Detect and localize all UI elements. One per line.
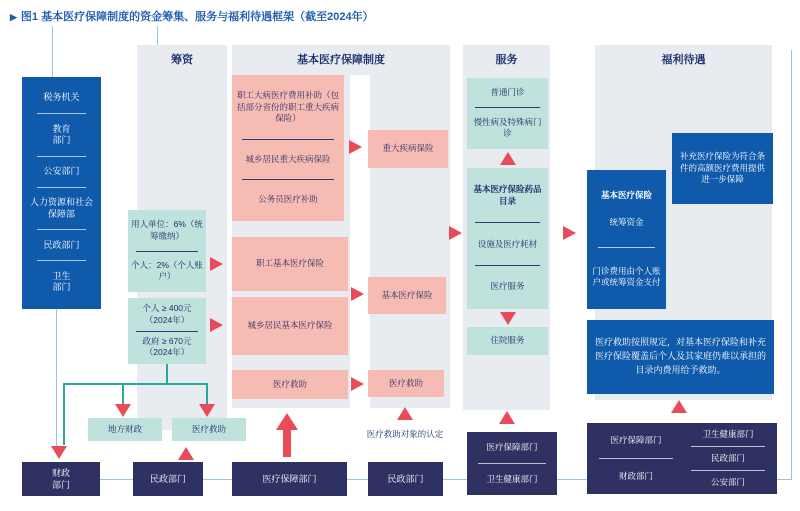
- funding-connector-line: [206, 383, 208, 404]
- civil-affairs-dept-box: [133, 462, 203, 496]
- sidebar-agency-education: 教育部门: [52, 123, 71, 145]
- pooled-fund-text: 统筹资金: [609, 216, 644, 227]
- civil-affairs-dept2-text: 民政部门: [387, 473, 424, 484]
- connector-line: [52, 26, 53, 77]
- column-header-funding: 筹资: [171, 54, 193, 66]
- divider: [691, 446, 765, 447]
- arrow-right-icon: [210, 318, 223, 332]
- thick-arrow-up-icon: [276, 413, 298, 430]
- arrow-up-icon: [499, 411, 515, 424]
- services-dept-2-text: 卫生健康部门: [486, 473, 538, 484]
- arrow-right-icon: [351, 287, 364, 301]
- connector-line: [347, 479, 368, 480]
- medical-assistance-text: 医疗救助: [272, 378, 307, 389]
- system-column-band-right: [370, 75, 450, 408]
- agencies-sidebar: [22, 77, 101, 309]
- employee-basic-insurance-text: 职工基本医疗保险: [255, 258, 324, 269]
- divider: [242, 179, 333, 180]
- divider: [475, 265, 540, 266]
- civil-affairs-dept2-box: [368, 462, 443, 496]
- employer-contribution-text: 用人单位：6%（统筹缴纳）: [131, 219, 203, 241]
- arrow-right-icon: [449, 226, 462, 240]
- divider: [37, 260, 87, 261]
- divider: [37, 229, 87, 230]
- divider: [136, 251, 198, 252]
- facilities-consumables-text: 设施及医疗耗材: [477, 238, 538, 249]
- divider: [599, 458, 673, 459]
- benefits-depts-box: [587, 423, 777, 494]
- sidebar-agency-tax: 税务机关: [43, 92, 80, 103]
- supplementary-insurance-note-box: [672, 133, 773, 204]
- resident-basic-insurance-text: 城乡居民基本医疗保险: [247, 320, 333, 331]
- arrow-right-icon: [210, 257, 223, 271]
- benefits-dept-healthcare-security-text: 医疗保障部门: [610, 434, 662, 445]
- connector-line: [777, 479, 792, 480]
- connector-line: [443, 479, 467, 480]
- services-dept-1-text: 医疗保障部门: [486, 441, 538, 452]
- arrow-right-icon: [349, 140, 362, 154]
- sidebar-agency-civil-affairs: 民政部门: [43, 239, 80, 250]
- benefits-dept-health-text: 卫生健康部门: [702, 428, 754, 439]
- column-header-system: 基本医疗保障制度: [297, 54, 385, 66]
- funding-connector-line: [166, 364, 168, 383]
- divider: [691, 470, 765, 471]
- employer-contribution-box: [128, 210, 206, 292]
- basic-medical-insurance-text: 基本医疗保险: [381, 289, 433, 300]
- arrow-up-icon: [500, 152, 516, 165]
- finance-dept-text: 财政部门: [51, 467, 70, 490]
- general-outpatient-text: 普通门诊: [490, 87, 525, 98]
- divider: [136, 331, 198, 332]
- resident-major-disease-text: 城乡居民重大疾病保险: [245, 153, 331, 164]
- finance-dept-box: [22, 462, 100, 496]
- sidebar-agency-health: 卫生部门: [52, 270, 71, 293]
- employee-basic-insurance-box: [232, 237, 348, 291]
- services-depts-box: [467, 432, 557, 495]
- supplementary-insurance-note-text: 补充医疗保险为符合条件的高额医疗费用提供进一步保障: [679, 151, 765, 185]
- major-disease-insurance-text: 重大疾病保险: [382, 143, 434, 154]
- arrow-up-icon: [397, 407, 413, 420]
- arrow-down-icon: [115, 404, 131, 417]
- resident-individual-text: 个人 ≥ 400元（2024年）: [142, 303, 192, 325]
- supplementary-schemes-box: [232, 75, 344, 221]
- connector-line: [56, 309, 57, 447]
- divider: [242, 139, 333, 140]
- medical-assistance-result-text: 医疗救助: [388, 377, 423, 388]
- arrow-up-icon: [671, 400, 687, 413]
- civil-servant-subsidy-text: 公务员医疗补助: [258, 194, 318, 205]
- assistance-regulation-note-box: [587, 320, 774, 394]
- benefits-dept-finance-text: 财政部门: [618, 470, 653, 481]
- arrow-right-icon: [563, 226, 576, 240]
- benefits-depts-left-column: [590, 426, 682, 491]
- healthcare-security-dept-box: [232, 462, 347, 496]
- government-subsidy-text: 政府 ≥ 670元（2024年）: [142, 335, 192, 358]
- arrow-down-icon: [199, 404, 215, 417]
- catalog-services-box: [467, 168, 548, 309]
- connector-line: [203, 479, 232, 480]
- local-finance-box: [88, 418, 162, 441]
- outpatient-payment-note-text: 门诊费用由个人账户或统筹资金支付: [592, 265, 661, 288]
- divider: [37, 187, 87, 188]
- inpatient-services-text: 住院服务: [490, 335, 525, 346]
- thick-arrow-up-stem: [283, 429, 291, 457]
- assistance-identification-label: 医疗救助对象的认定: [366, 429, 444, 439]
- connector-line: [100, 479, 133, 480]
- employee-major-illness-subsidy-text: 职工大病医疗费用补助（包括部分省份的职工重大疾病保险）: [236, 90, 339, 124]
- basic-insurance-benefit-box: [587, 170, 666, 309]
- individual-contribution-text: 个人：2%（个人账户）: [131, 259, 203, 282]
- arrow-right-icon: [351, 377, 364, 391]
- basic-insurance-benefit-title: 基本医疗保险: [600, 190, 652, 201]
- column-header-benefits: 福利待遇: [661, 54, 706, 66]
- basic-medical-insurance-box: [368, 277, 446, 314]
- arrow-up-icon: [178, 447, 194, 460]
- medical-assistance-box: [232, 370, 348, 399]
- divider: [478, 463, 545, 464]
- figure-title-text: 图1 基本医疗保障制度的资金筹集、服务与福利待遇框架（截至2024年）: [20, 11, 374, 23]
- medical-assistance-fund-box: [172, 418, 246, 441]
- funding-connector-line: [63, 383, 65, 445]
- resident-contribution-box: [128, 298, 206, 364]
- triangle-bullet-icon: ▶: [10, 12, 17, 22]
- chronic-special-outpatient-text: 慢性病及特殊病门诊: [473, 116, 542, 139]
- medical-assistance-fund-text: 医疗救助: [191, 423, 226, 434]
- divider: [37, 156, 87, 157]
- connector-line: [557, 479, 587, 480]
- divider: [475, 222, 540, 223]
- arrow-down-icon: [500, 312, 516, 325]
- benefits-dept-civil-affairs-text: 民政部门: [710, 452, 745, 463]
- funding-connector-line: [122, 383, 124, 404]
- local-finance-text: 地方财政: [107, 423, 142, 434]
- connector-line: [157, 26, 158, 45]
- sidebar-agency-human-resources: 人力资源和社会保障部: [29, 197, 93, 219]
- civil-affairs-dept-text: 民政部门: [149, 473, 186, 484]
- sidebar-agency-public-security: 公安部门: [43, 166, 80, 177]
- outpatient-services-box: [467, 78, 548, 149]
- benefits-depts-right-column: [682, 426, 774, 491]
- medical-services-text: 医疗服务: [490, 281, 525, 292]
- connector-line: [791, 50, 792, 480]
- benefits-dept-public-security-text: 公安部门: [710, 476, 745, 487]
- divider: [475, 107, 540, 108]
- major-disease-insurance-box: [368, 130, 448, 168]
- drug-catalog-text: 基本医疗保险药品目录: [473, 184, 542, 206]
- healthcare-security-dept-text: 医疗保障部门: [262, 473, 317, 484]
- figure-title: [10, 8, 374, 24]
- divider: [37, 113, 87, 114]
- divider: [598, 247, 655, 248]
- inpatient-services-box: [467, 327, 548, 355]
- resident-basic-insurance-box: [232, 297, 348, 355]
- arrow-down-icon: [51, 446, 67, 459]
- column-header-services: 服务: [495, 54, 518, 66]
- assistance-regulation-note-text: 医疗救助按照规定，对基本医疗保险和补充医疗保险覆盖后个人及其家庭仍难以承担的目录内费用给予救助。: [594, 337, 766, 375]
- funding-connector-line: [63, 383, 208, 385]
- medical-assistance-result-box: [368, 370, 444, 397]
